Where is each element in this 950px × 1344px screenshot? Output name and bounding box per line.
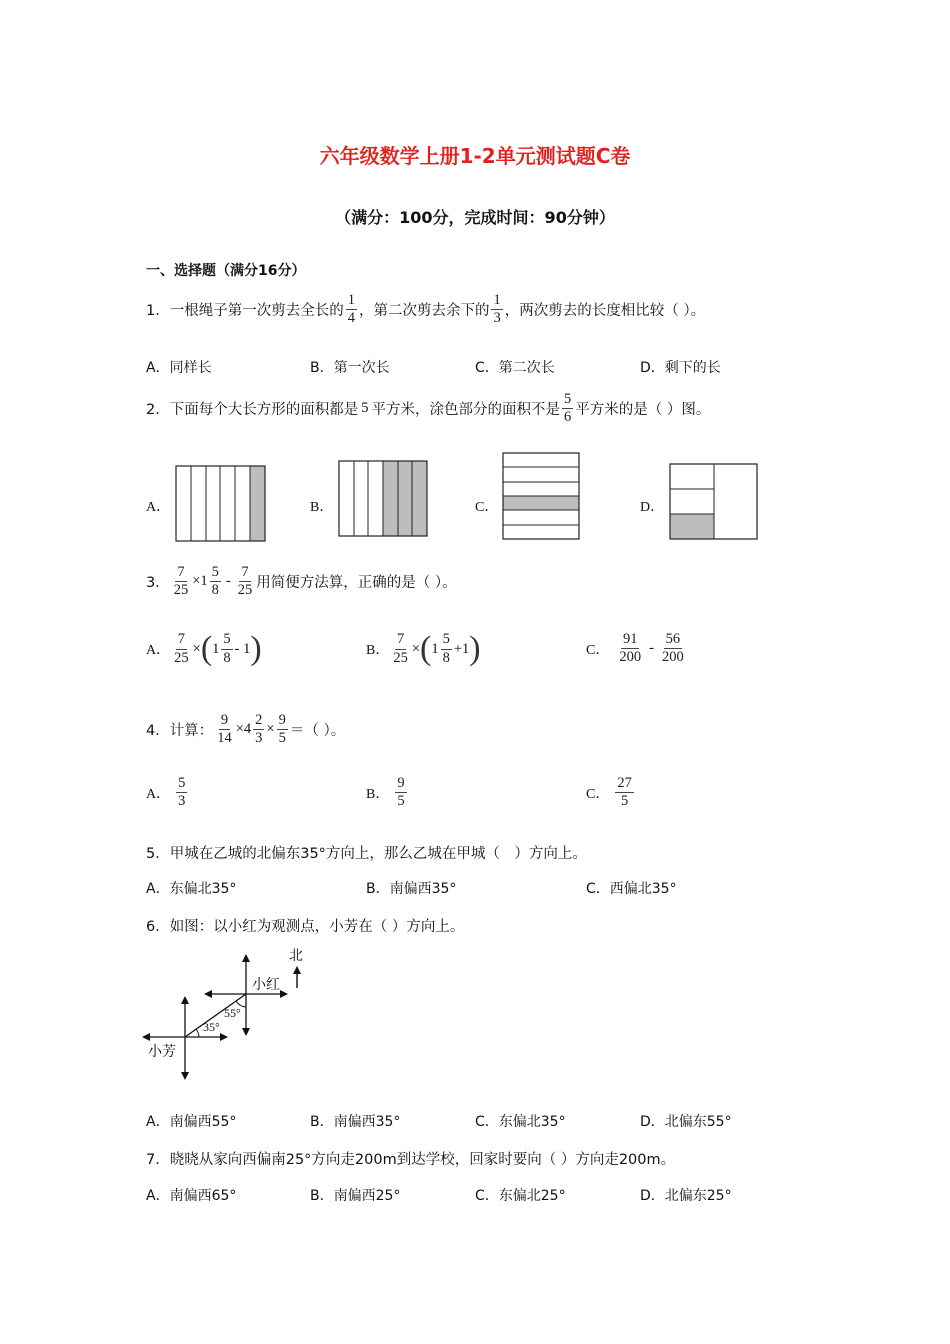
q6-option-a: A．南偏西55° bbox=[146, 1114, 237, 1130]
right-paren: ) bbox=[250, 630, 262, 667]
whole-number: 1 bbox=[212, 640, 220, 657]
numerator: 7 bbox=[395, 632, 406, 649]
denominator: 8 bbox=[211, 582, 219, 599]
denominator: 200 bbox=[661, 649, 684, 666]
numerator: 7 bbox=[176, 632, 187, 649]
q6-option-c: C．东偏北35° bbox=[475, 1114, 566, 1130]
page-title: 六年级数学上册1-2单元测试题C卷 bbox=[319, 144, 631, 168]
numerator: 7 bbox=[239, 565, 250, 582]
q2-text-2: 平方米，涂色部分的面积不是 bbox=[371, 402, 560, 419]
q1-option-a: A．同样长 bbox=[146, 360, 212, 376]
option-label: B． bbox=[366, 643, 390, 658]
q2-text-1: 2．下面每个大长方形的面积都是 bbox=[146, 402, 359, 419]
angle-35-label: 35° bbox=[203, 1020, 220, 1034]
q2-text-3: 平方米的是（ ）图。 bbox=[575, 402, 711, 419]
operator: ×4 bbox=[235, 721, 252, 738]
denominator: 8 bbox=[442, 649, 450, 666]
xiaofang-label: 小芳 bbox=[148, 1045, 176, 1060]
numerator: 5 bbox=[176, 776, 187, 793]
q5-option-a: A．东偏北35° bbox=[146, 881, 237, 897]
q7-option-c: C．东偏北25° bbox=[475, 1188, 566, 1204]
operator: × bbox=[411, 640, 421, 657]
denominator: 4 bbox=[347, 310, 355, 327]
option-label: B． bbox=[366, 786, 390, 802]
whole-number: 1 bbox=[431, 640, 439, 657]
operator: - 1 bbox=[234, 640, 251, 657]
denominator: 6 bbox=[563, 409, 572, 426]
denominator: 25 bbox=[174, 649, 189, 666]
denominator: 3 bbox=[178, 793, 186, 810]
question-7: 7．晓晓从家向西偏南25°方向走200m到达学校，回家时要向（ ）方向走200m。 bbox=[146, 1152, 676, 1168]
operator: × bbox=[192, 640, 201, 657]
q5-option-c: C．西偏北35° bbox=[586, 881, 677, 897]
angle-arc-35 bbox=[196, 1029, 199, 1037]
numerator: 1 bbox=[491, 293, 502, 310]
denominator: 25 bbox=[237, 582, 253, 599]
q1-option-c: C．第二次长 bbox=[475, 360, 555, 376]
denominator: 5 bbox=[620, 793, 629, 810]
numerator: 9 bbox=[277, 713, 288, 730]
numerator: 27 bbox=[615, 776, 634, 793]
left-paren: ( bbox=[420, 630, 432, 667]
north-label: 北 bbox=[289, 949, 303, 964]
q3-number: 3． bbox=[146, 575, 170, 592]
denominator: 200 bbox=[619, 649, 642, 666]
denominator: 3 bbox=[255, 730, 263, 747]
numerator: 2 bbox=[253, 713, 264, 730]
q4-text-1: 4．计算： bbox=[146, 723, 214, 740]
numerator: 1 bbox=[346, 293, 357, 310]
question-5: 5．甲城在乙城的北偏东35°方向上，那么乙城在甲城（ ）方向上。 bbox=[146, 846, 587, 862]
numerator: 9 bbox=[395, 776, 406, 793]
option-label: C． bbox=[586, 642, 610, 658]
q1-text-3: ，两次剪去的长度相比较（ ）。 bbox=[504, 303, 706, 320]
section-heading: 一、选择题（满分16分） bbox=[146, 263, 306, 279]
numerator: 9 bbox=[219, 713, 230, 730]
page-subtitle: （满分：100分，完成时间：90分钟） bbox=[335, 208, 615, 227]
option-label: A． bbox=[146, 786, 171, 802]
numerator: 5 bbox=[221, 632, 232, 649]
numerator: 5 bbox=[441, 632, 452, 649]
option-label: A． bbox=[146, 643, 171, 658]
numerator: 5 bbox=[562, 392, 573, 409]
q5-option-b: B．南偏西35° bbox=[366, 881, 457, 897]
denominator: 25 bbox=[173, 582, 189, 599]
denominator: 8 bbox=[223, 649, 231, 666]
q2-label-a: A． bbox=[146, 500, 171, 515]
denominator: 5 bbox=[278, 730, 286, 747]
q7-option-b: B．南偏西25° bbox=[310, 1188, 401, 1204]
q4-text-2: ＝（ ）。 bbox=[289, 723, 346, 740]
denominator: 25 bbox=[393, 649, 408, 666]
q7-option-d: D．北偏东25° bbox=[640, 1188, 732, 1204]
denominator: 3 bbox=[493, 310, 501, 327]
numerator: 7 bbox=[175, 565, 186, 582]
angle-55-label: 55° bbox=[224, 1006, 241, 1020]
operator: × bbox=[266, 721, 275, 738]
q2-label-c: C． bbox=[475, 500, 499, 515]
q1-text-2: ，第二次剪去余下的 bbox=[358, 303, 490, 320]
q2-number: 5 bbox=[361, 400, 369, 417]
q7-option-a: A．南偏西65° bbox=[146, 1188, 237, 1204]
numerator: 5 bbox=[210, 565, 221, 582]
q6-option-b: B．南偏西35° bbox=[310, 1114, 401, 1130]
q6-option-d: D．北偏东55° bbox=[640, 1114, 732, 1130]
q1-option-d: D．剩下的长 bbox=[640, 360, 721, 376]
q1-text-1: 1．一根绳子第一次剪去全长的 bbox=[146, 303, 344, 320]
q2-label-b: B． bbox=[310, 500, 334, 515]
operator: ×1 bbox=[192, 573, 208, 590]
xiaohong-label: 小红 bbox=[252, 978, 280, 993]
left-paren: ( bbox=[200, 630, 213, 667]
operator: - bbox=[649, 640, 654, 657]
operator: - bbox=[225, 573, 231, 590]
question-6: 6．如图：以小红为观测点，小芳在（ ）方向上。 bbox=[146, 919, 465, 935]
q3-text: 用简便方法算，正确的是（ ）。 bbox=[256, 575, 457, 592]
denominator: 5 bbox=[397, 793, 405, 810]
right-paren: ) bbox=[469, 630, 481, 667]
q2-label-d: D． bbox=[640, 500, 665, 515]
numerator: 56 bbox=[664, 632, 683, 649]
operator: +1 bbox=[453, 640, 470, 657]
numerator: 91 bbox=[621, 632, 640, 649]
q1-option-b: B．第一次长 bbox=[310, 360, 390, 376]
option-label: C． bbox=[586, 786, 610, 802]
denominator: 14 bbox=[217, 730, 232, 747]
